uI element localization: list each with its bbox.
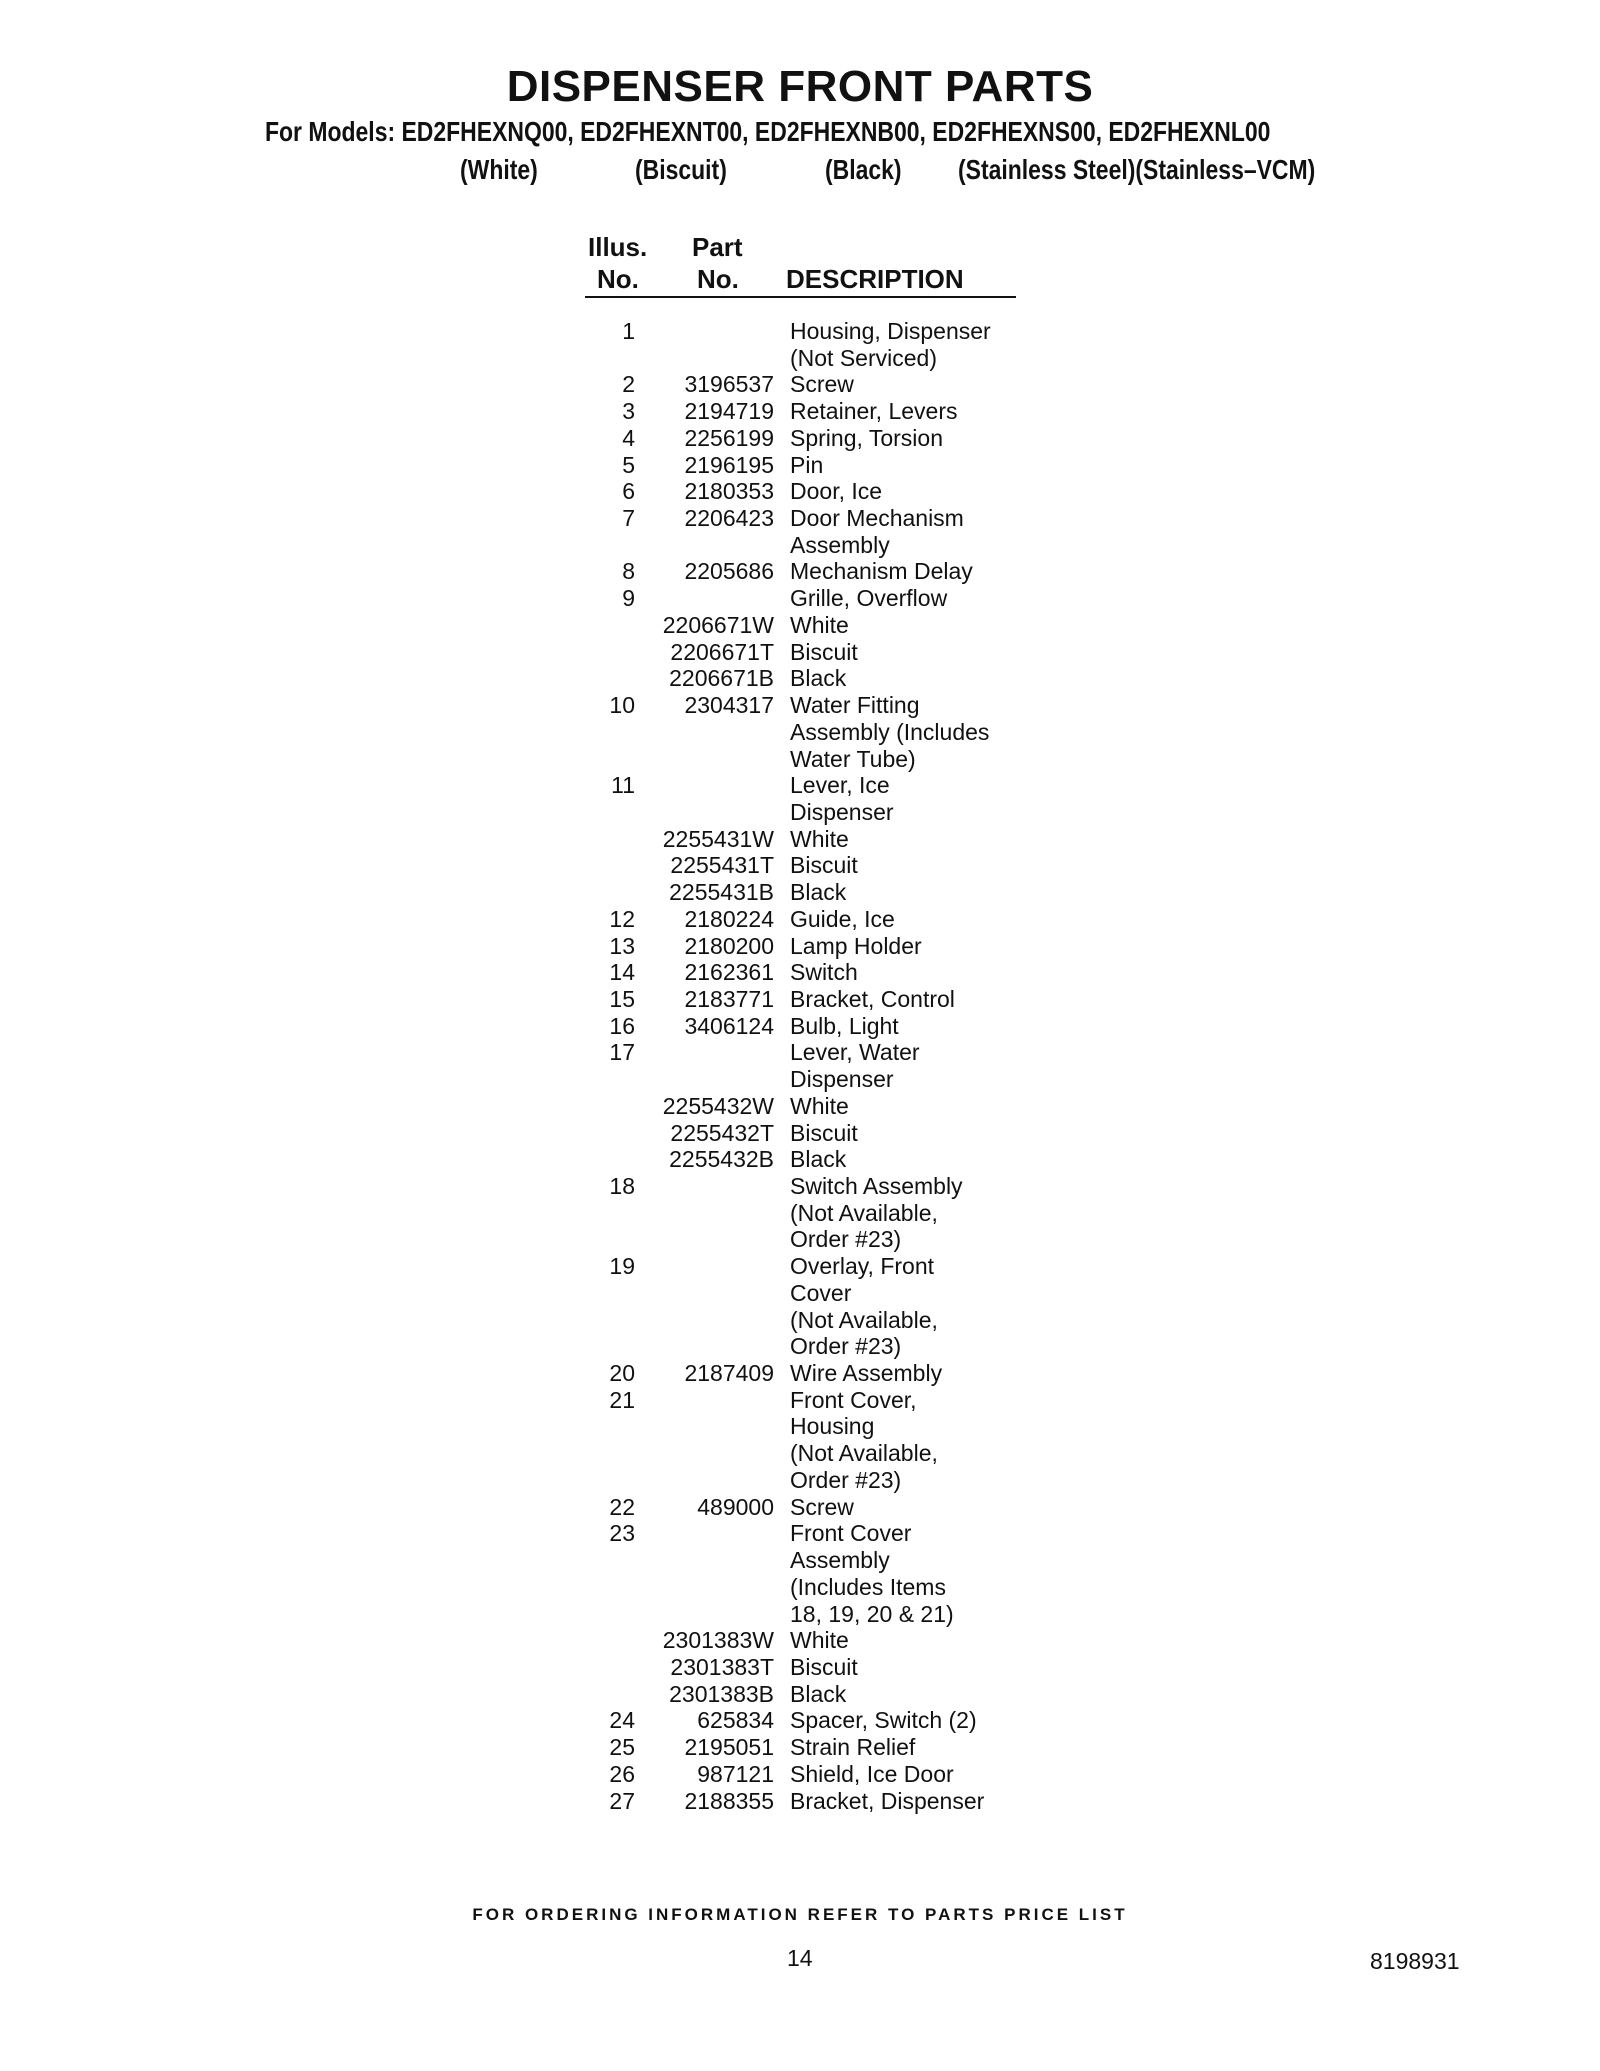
part-number: 2301383T bbox=[670, 1653, 774, 1680]
illus-number: 13 bbox=[609, 932, 635, 959]
header-illus-line1: Illus. bbox=[588, 232, 648, 262]
illus-number: 3 bbox=[622, 398, 635, 425]
table-row bbox=[0, 478, 1600, 505]
table-row bbox=[0, 692, 1600, 719]
illus-number: 21 bbox=[609, 1386, 635, 1413]
finish-label-white: (White) bbox=[460, 154, 538, 185]
part-description: Strain Relief bbox=[790, 1734, 916, 1761]
illus-number: 24 bbox=[609, 1707, 635, 1734]
part-number: 2206423 bbox=[684, 505, 774, 532]
part-number: 2194719 bbox=[684, 398, 774, 425]
part-description: Bracket, Control bbox=[790, 985, 955, 1012]
part-description: Overlay, Front bbox=[790, 1253, 934, 1280]
part-description: Spring, Torsion bbox=[790, 424, 943, 451]
part-description: Water Tube) bbox=[790, 745, 916, 772]
table-row bbox=[0, 1360, 1600, 1387]
part-description: Switch bbox=[790, 959, 858, 986]
table-row bbox=[0, 772, 1600, 799]
table-row bbox=[0, 1547, 1600, 1574]
part-number: 489000 bbox=[697, 1493, 774, 1520]
table-row bbox=[0, 1200, 1600, 1227]
table-row bbox=[0, 719, 1600, 746]
table-row bbox=[0, 425, 1600, 452]
illus-number: 17 bbox=[609, 1039, 635, 1066]
part-description: Lever, Water bbox=[790, 1039, 920, 1066]
part-number: 2180353 bbox=[684, 478, 774, 505]
table-row bbox=[0, 1413, 1600, 1440]
table-row bbox=[0, 505, 1600, 532]
part-description: Retainer, Levers bbox=[790, 398, 958, 425]
part-description: Black bbox=[790, 1680, 847, 1707]
part-description: White bbox=[790, 825, 849, 852]
part-description: Wire Assembly bbox=[790, 1360, 943, 1387]
part-description: (Includes Items bbox=[790, 1573, 946, 1600]
table-row bbox=[0, 1253, 1600, 1280]
header-part-line1: Part bbox=[692, 232, 743, 262]
models-line: For Models: ED2FHEXNQ00, ED2FHEXNT00, ED2FHEXNB00, ED2FHEXNS00, ED2FHEXNL00 bbox=[265, 116, 1271, 147]
part-number: 2180224 bbox=[684, 905, 774, 932]
table-row bbox=[0, 1788, 1600, 1815]
table-row bbox=[0, 799, 1600, 826]
part-description: (Not Serviced) bbox=[790, 344, 937, 371]
document-number: 8198931 bbox=[1370, 1948, 1460, 1974]
part-number: 2255432B bbox=[669, 1146, 774, 1173]
table-row bbox=[0, 452, 1600, 479]
table-row bbox=[0, 398, 1600, 425]
table-row bbox=[0, 826, 1600, 853]
illus-number: 26 bbox=[609, 1760, 635, 1787]
part-description: Biscuit bbox=[790, 1119, 858, 1146]
part-description: Dispenser bbox=[790, 1066, 894, 1093]
illus-number: 2 bbox=[622, 371, 635, 398]
finish-label-biscuit: (Biscuit) bbox=[635, 154, 727, 185]
part-description: Order #23) bbox=[790, 1333, 902, 1360]
illus-number: 18 bbox=[609, 1173, 635, 1199]
illus-number: 12 bbox=[609, 905, 635, 932]
part-number: 2255431B bbox=[669, 879, 774, 906]
part-description: Cover bbox=[790, 1279, 852, 1306]
table-row bbox=[0, 665, 1600, 692]
illus-number: 14 bbox=[609, 959, 635, 986]
part-description: Switch Assembly bbox=[790, 1173, 963, 1199]
table-row bbox=[0, 612, 1600, 639]
part-description: White bbox=[790, 611, 849, 638]
part-description: Assembly bbox=[790, 531, 890, 558]
part-number: 2301383B bbox=[669, 1680, 774, 1707]
table-row bbox=[0, 1280, 1600, 1307]
part-number: 2301383W bbox=[662, 1627, 774, 1654]
part-description: Assembly (Includes bbox=[790, 718, 990, 745]
part-number: 2206671W bbox=[662, 611, 774, 638]
illus-number: 9 bbox=[622, 585, 635, 612]
part-description: Shield, Ice Door bbox=[790, 1760, 954, 1787]
part-description: Lever, Ice bbox=[790, 772, 890, 799]
table-row bbox=[0, 933, 1600, 960]
part-description: Black bbox=[790, 1146, 847, 1173]
illus-number: 22 bbox=[609, 1493, 635, 1520]
part-number: 2187409 bbox=[684, 1360, 774, 1387]
illus-number: 15 bbox=[609, 985, 635, 1012]
page-number: 14 bbox=[787, 1945, 813, 1971]
part-description: Black bbox=[790, 879, 847, 906]
header-part-line2: No. bbox=[697, 264, 739, 294]
illus-number: 27 bbox=[609, 1787, 635, 1814]
illus-number: 7 bbox=[622, 505, 635, 532]
part-number: 2206671T bbox=[670, 638, 774, 665]
illus-number: 8 bbox=[622, 558, 635, 585]
part-number: 2255432T bbox=[670, 1119, 774, 1146]
finish-label-black: (Black) bbox=[825, 154, 902, 185]
table-row bbox=[0, 639, 1600, 666]
illus-number: 25 bbox=[609, 1734, 635, 1761]
illus-number: 19 bbox=[609, 1253, 635, 1280]
part-description: Screw bbox=[790, 1493, 854, 1520]
table-row bbox=[0, 1627, 1600, 1654]
table-row bbox=[0, 852, 1600, 879]
illus-number: 5 bbox=[622, 451, 635, 478]
part-description: Water Fitting bbox=[790, 692, 920, 719]
table-row bbox=[0, 585, 1600, 612]
header-description: DESCRIPTION bbox=[786, 264, 964, 294]
part-description: (Not Available, bbox=[790, 1306, 938, 1333]
table-row bbox=[0, 1574, 1600, 1601]
part-description: Pin bbox=[790, 451, 824, 478]
part-number: 987121 bbox=[697, 1760, 774, 1787]
part-description: Mechanism Delay bbox=[790, 558, 973, 585]
table-row bbox=[0, 558, 1600, 585]
table-row bbox=[0, 1307, 1600, 1334]
illus-number: 11 bbox=[611, 772, 635, 799]
finish-label-stainless: (Stainless Steel)(Stainless–VCM) bbox=[958, 154, 1316, 185]
parts-table bbox=[0, 318, 1600, 1814]
table-row bbox=[0, 959, 1600, 986]
table-row bbox=[0, 532, 1600, 559]
ordering-note: FOR ORDERING INFORMATION REFER TO PARTS PRICE LIST bbox=[472, 1905, 1128, 1924]
table-row bbox=[0, 1039, 1600, 1066]
part-description: Order #23) bbox=[790, 1226, 902, 1253]
part-number: 2255431W bbox=[662, 825, 774, 852]
table-row bbox=[0, 1601, 1600, 1628]
part-description: Guide, Ice bbox=[790, 905, 895, 932]
table-row bbox=[0, 1146, 1600, 1173]
illus-number: 10 bbox=[609, 692, 635, 719]
table-row bbox=[0, 318, 1600, 345]
part-description: White bbox=[790, 1627, 849, 1654]
table-row bbox=[0, 1173, 1600, 1200]
illus-number: 6 bbox=[622, 478, 635, 505]
table-row bbox=[0, 1494, 1600, 1521]
part-description: Black bbox=[790, 665, 847, 692]
part-number: 3406124 bbox=[684, 1012, 774, 1039]
illus-number: 16 bbox=[609, 1012, 635, 1039]
part-description: 18, 19, 20 & 21) bbox=[790, 1600, 954, 1627]
part-number: 2206671B bbox=[669, 665, 774, 692]
part-number: 2255432W bbox=[662, 1092, 774, 1119]
header-illus-line2: No. bbox=[597, 264, 639, 294]
table-row bbox=[0, 986, 1600, 1013]
part-description: Screw bbox=[790, 371, 854, 398]
table-row bbox=[0, 371, 1600, 398]
part-description: Door Mechanism bbox=[790, 505, 964, 532]
part-description: Door, Ice bbox=[790, 478, 883, 505]
table-row bbox=[0, 1093, 1600, 1120]
part-number: 2205686 bbox=[684, 558, 774, 585]
part-number: 2256199 bbox=[684, 424, 774, 451]
part-description: Order #23) bbox=[790, 1466, 902, 1493]
illus-number: 4 bbox=[622, 424, 635, 451]
illus-number: 23 bbox=[609, 1520, 635, 1547]
table-row bbox=[0, 1226, 1600, 1253]
part-description: Grille, Overflow bbox=[790, 585, 948, 612]
part-description: Bracket, Dispenser bbox=[790, 1787, 985, 1814]
part-description: Biscuit bbox=[790, 638, 858, 665]
table-row bbox=[0, 1681, 1600, 1708]
part-description: Front Cover, bbox=[790, 1386, 917, 1413]
part-description: Spacer, Switch (2) bbox=[790, 1707, 977, 1734]
illus-number: 20 bbox=[609, 1360, 635, 1387]
table-row bbox=[0, 1066, 1600, 1093]
table-row bbox=[0, 1013, 1600, 1040]
part-description: Bulb, Light bbox=[790, 1012, 899, 1039]
part-description: Front Cover bbox=[790, 1520, 912, 1547]
part-number: 2188355 bbox=[684, 1787, 774, 1814]
part-description: Housing, Dispenser bbox=[790, 318, 991, 344]
part-description: Assembly bbox=[790, 1547, 890, 1574]
table-row bbox=[0, 746, 1600, 773]
illus-number: 1 bbox=[622, 318, 635, 344]
header-rule bbox=[585, 296, 1016, 298]
part-description: Housing bbox=[790, 1413, 875, 1440]
table-row bbox=[0, 1120, 1600, 1147]
table-row bbox=[0, 1333, 1600, 1360]
page-title: DISPENSER FRONT PARTS bbox=[506, 62, 1094, 111]
part-number: 625834 bbox=[697, 1707, 774, 1734]
part-description: Biscuit bbox=[790, 852, 858, 879]
table-row bbox=[0, 879, 1600, 906]
part-description: Lamp Holder bbox=[790, 932, 922, 959]
part-number: 3196537 bbox=[684, 371, 774, 398]
part-description: (Not Available, bbox=[790, 1440, 938, 1467]
table-row bbox=[0, 1707, 1600, 1734]
table-row bbox=[0, 1520, 1600, 1547]
part-number: 2180200 bbox=[684, 932, 774, 959]
part-number: 2196195 bbox=[684, 451, 774, 478]
table-row bbox=[0, 1734, 1600, 1761]
part-description: White bbox=[790, 1092, 849, 1119]
part-number: 2183771 bbox=[684, 985, 774, 1012]
part-number: 2304317 bbox=[684, 692, 774, 719]
part-number: 2195051 bbox=[684, 1734, 774, 1761]
part-number: 2162361 bbox=[684, 959, 774, 986]
part-description: Biscuit bbox=[790, 1653, 858, 1680]
part-description: (Not Available, bbox=[790, 1199, 938, 1226]
table-row bbox=[0, 1761, 1600, 1788]
table-row bbox=[0, 906, 1600, 933]
table-row bbox=[0, 1440, 1600, 1467]
table-row bbox=[0, 345, 1600, 372]
part-description: Dispenser bbox=[790, 798, 894, 825]
table-row bbox=[0, 1387, 1600, 1414]
table-row bbox=[0, 1467, 1600, 1494]
part-number: 2255431T bbox=[670, 852, 774, 879]
table-row bbox=[0, 1654, 1600, 1681]
